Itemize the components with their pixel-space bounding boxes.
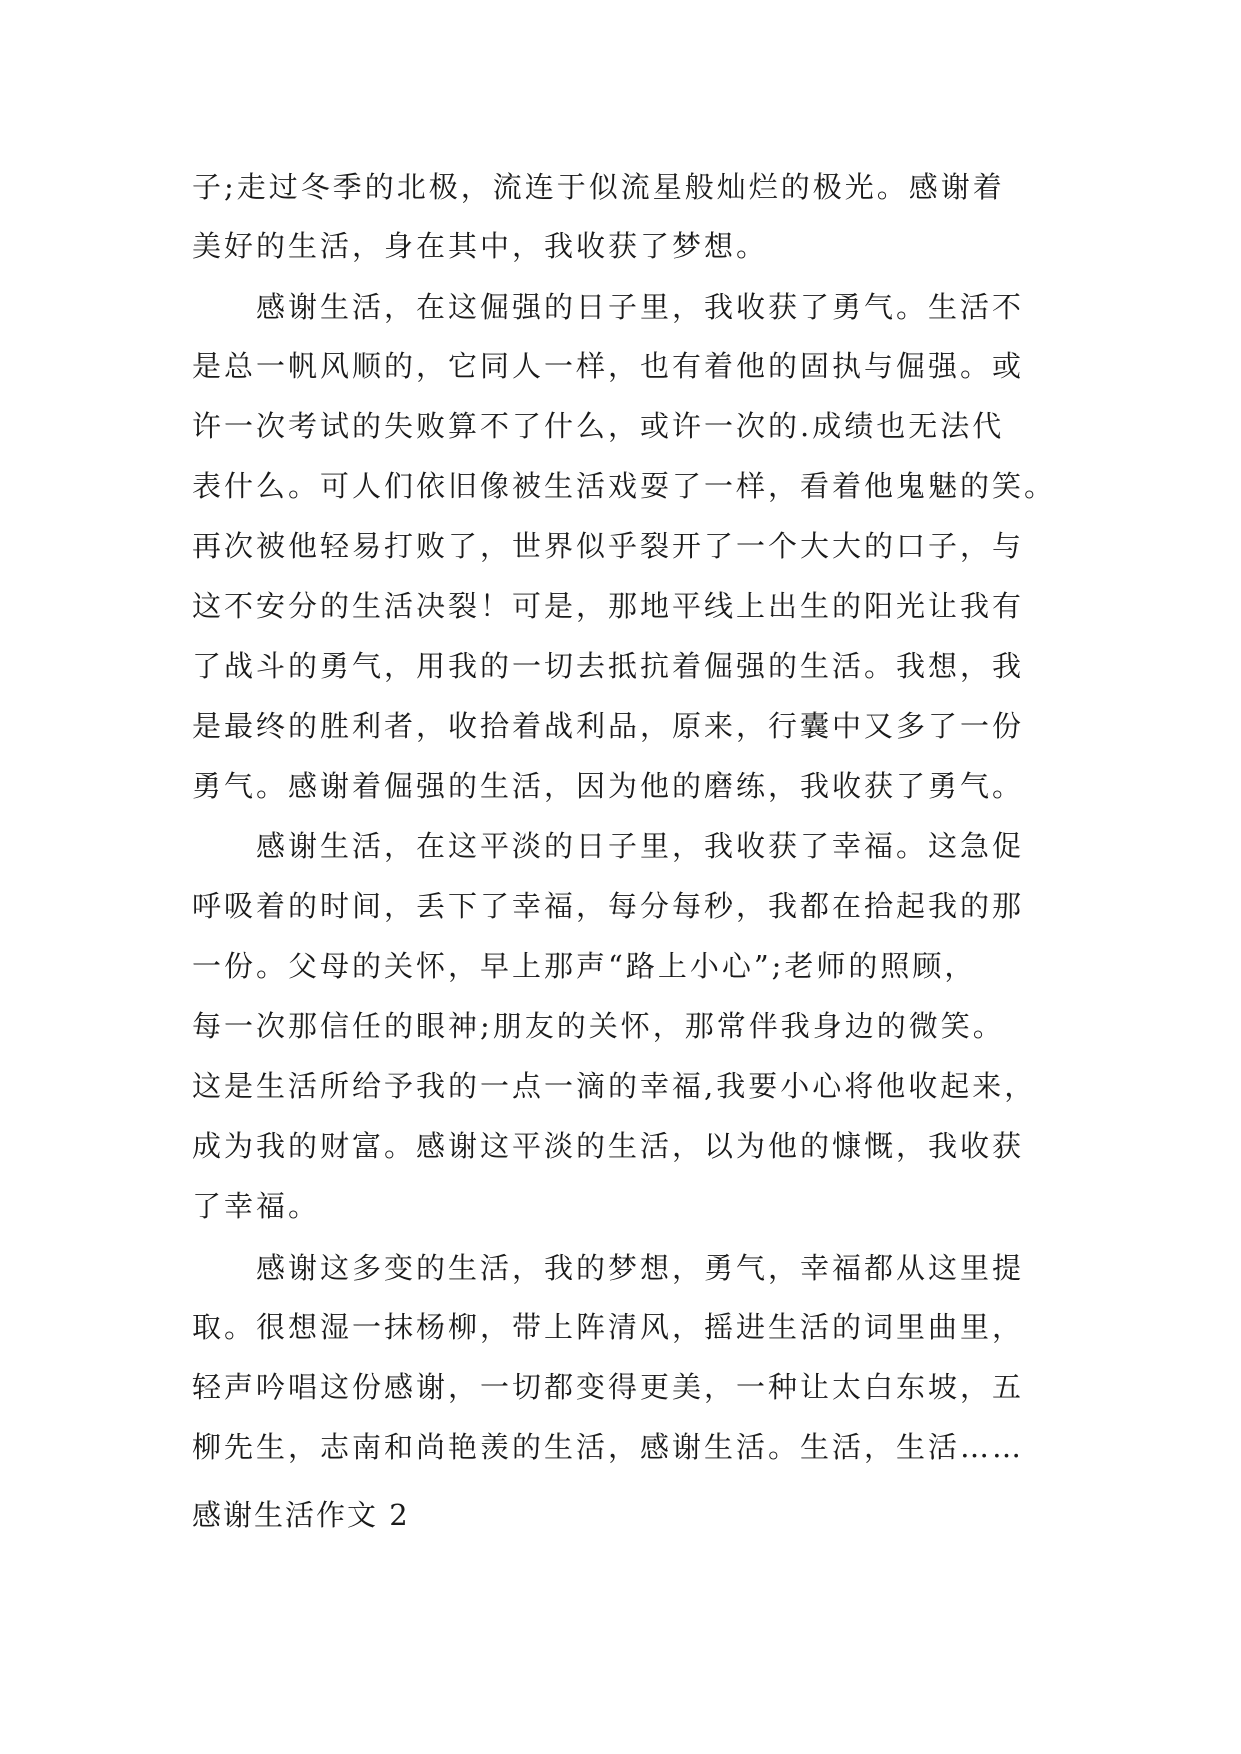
text-line: 许一次考试的失败算不了什么，或许一次的.成绩也无法代 bbox=[192, 409, 1005, 443]
text-line: 了战斗的勇气，用我的一切去抵抗着倔强的生活。我想，我 bbox=[192, 649, 1025, 683]
text-line: 是总一帆风顺的，它同人一样，也有着他的固执与倔强。或 bbox=[192, 349, 1025, 383]
text-line: 柳先生，志南和尚艳羡的生活，感谢生活。生活，生活…… bbox=[192, 1430, 1025, 1464]
text-line: 取。很想湿一抹杨柳，带上阵清风，摇进生活的词里曲里， bbox=[192, 1310, 1025, 1344]
text-line: 是最终的胜利者，收拾着战利品，原来，行囊中又多了一份 bbox=[192, 709, 1025, 743]
text-line: 成为我的财富。感谢这平淡的生活，以为他的慷慨，我收获 bbox=[192, 1129, 1025, 1163]
paragraph-first-line: 感谢生活，在这平淡的日子里，我收获了幸福。这急促 bbox=[256, 829, 1025, 863]
text-line: 表什么。可人们依旧像被生活戏耍了一样，看着他鬼魅的笑。 bbox=[192, 469, 1057, 503]
text-line: 勇气。感谢着倔强的生活，因为他的磨练，我收获了勇气。 bbox=[192, 769, 1025, 803]
text-line: 轻声吟唱这份感谢，一切都变得更美，一种让太白东坡，五 bbox=[192, 1370, 1025, 1404]
paragraph-first-line: 感谢生活，在这倔强的日子里，我收获了勇气。生活不 bbox=[256, 290, 1025, 324]
text-line: 了幸福。 bbox=[192, 1189, 321, 1223]
section-heading: 感谢生活作文 2 bbox=[192, 1498, 410, 1532]
text-line: 呼吸着的时间，丢下了幸福，每分每秒，我都在拾起我的那 bbox=[192, 889, 1025, 923]
text-line: 每一次那信任的眼神;朋友的关怀，那常伴我身边的微笑。 bbox=[192, 1009, 1005, 1043]
text-line: 美好的生活，身在其中，我收获了梦想。 bbox=[192, 229, 769, 263]
paragraph-first-line: 感谢这多变的生活，我的梦想，勇气，幸福都从这里提 bbox=[256, 1251, 1025, 1285]
text-line: 子;走过冬季的北极，流连于似流星般灿烂的极光。感谢着 bbox=[192, 170, 1005, 204]
text-line: 这是生活所给予我的一点一滴的幸福,我要小心将他收起来， bbox=[192, 1069, 1037, 1103]
text-line: 这不安分的生活决裂！可是，那地平线上出生的阳光让我有 bbox=[192, 589, 1025, 623]
text-line: 再次被他轻易打败了，世界似乎裂开了一个大大的口子，与 bbox=[192, 529, 1025, 563]
text-line: 一份。父母的关怀，早上那声“路上小心”;老师的照顾， bbox=[192, 949, 977, 983]
